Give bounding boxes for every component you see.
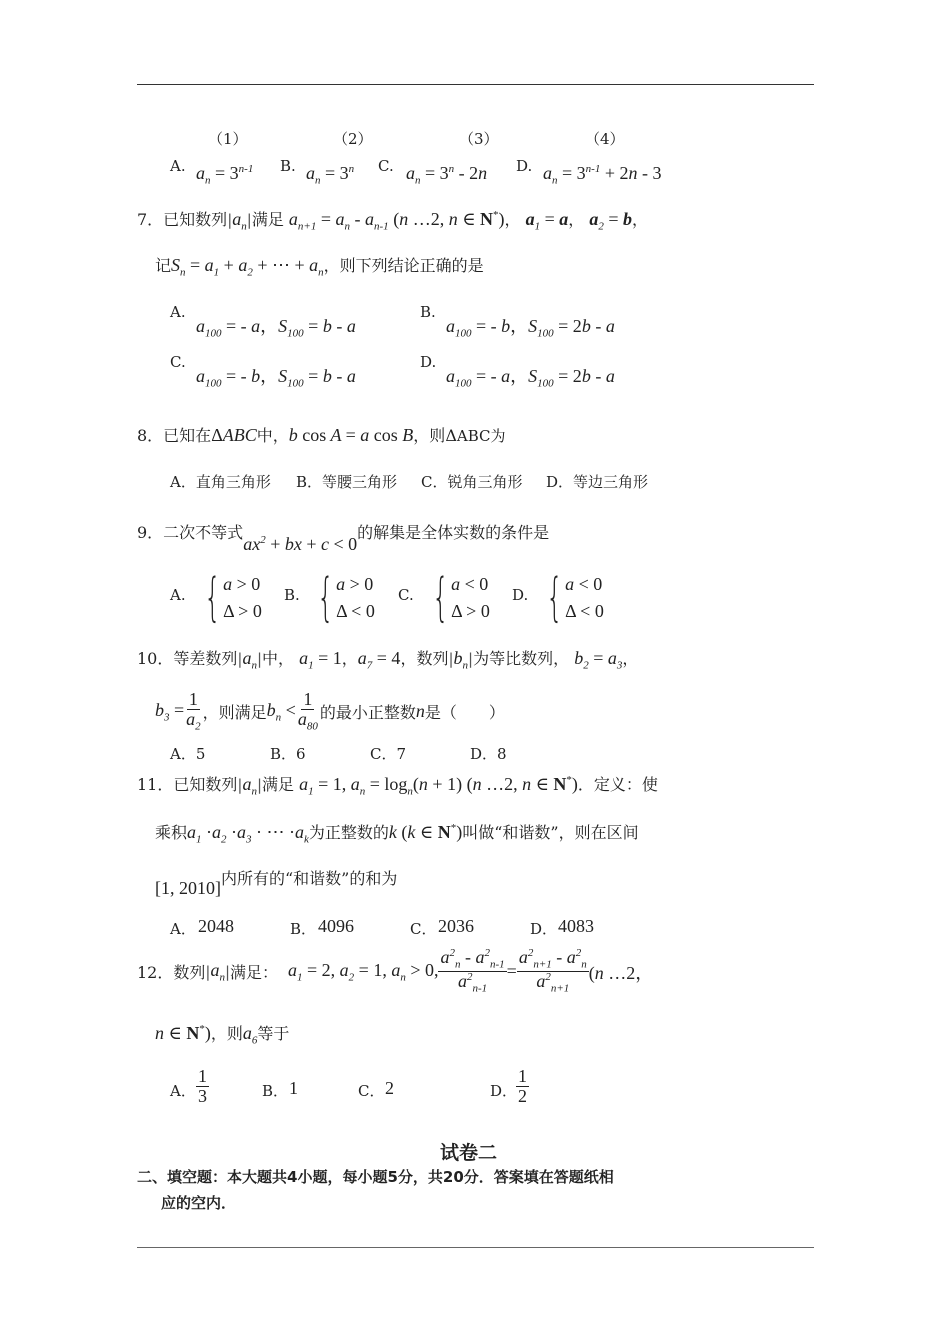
section-title: 试卷二 <box>440 1142 498 1164</box>
q11-option-b-label: B． <box>290 920 317 938</box>
q12-option-a-label: A． <box>170 1082 196 1100</box>
q12-option-b-value: 1 <box>289 1078 298 1098</box>
q11-option-a-label: A． <box>170 920 196 938</box>
header-label-3: （3） <box>459 130 499 148</box>
q12-stem-line1: 12．数列 | $a_n$ | 满足： $a_1 = 2$, $a_2 = 1$, $a_n > 0$, $\frac{a^2_n - a^2_{n-1}}{a^2_{n-1}}$ = $\frac{a^2_{n+1} - a^2_n}{a^2_{n+1}}$ (n …2， <box>137 947 654 995</box>
q11-option-b-value: 4096 <box>318 916 354 936</box>
q10-option-c: C．7 <box>370 745 407 763</box>
header-label-2: （2） <box>333 130 373 148</box>
q6-option-a-formula: $a_n = 3^{n-1}$ <box>196 163 254 187</box>
q7-option-d-formula: $a_{100}$ = - a，$S_{100} = 2b - a$ <box>446 366 615 390</box>
q9-option-c-system: { a < 0 Δ > 0 <box>432 568 490 628</box>
q12-option-b-label: B． <box>262 1082 289 1100</box>
q6-option-c-formula: $a_n = 3^n - 2n$ <box>406 163 488 187</box>
q10-option-a: A．5 <box>170 745 206 763</box>
q7-option-b-label: B. <box>420 303 436 321</box>
q11-option-c-label: C． <box>410 920 437 938</box>
q12-option-a-fraction: $\frac{1}{3}$ <box>198 1066 207 1106</box>
q7-option-c-label: C. <box>170 353 186 371</box>
q10-option-d: D．8 <box>470 745 507 763</box>
q12-option-d-label: D． <box>490 1082 518 1100</box>
q12-option-c-value: 2 <box>385 1078 394 1098</box>
q9-option-a-label: A. <box>170 586 186 604</box>
q9-option-b-label: B. <box>284 586 300 604</box>
q11-stem-line3: [1, 2010]内所有的“和谐数”的和为 <box>155 869 398 898</box>
q9-option-c-label: C. <box>398 586 414 604</box>
q7-option-d-label: D. <box>420 353 437 371</box>
bottom-rule <box>137 1247 814 1248</box>
section-heading-line1: 二、填空题：本大题共4小题，每小题5分，共20分．答案填在答题纸相 <box>137 1168 614 1186</box>
q6-option-a-label: A. <box>170 157 186 175</box>
q10-stem-line1: 10．等差数列$|a_n|$中， $a_1 = 1$，$a_7 = 4$，数列$|b_n|$为等比数列， $b_2 = a_3$， <box>137 648 639 672</box>
q9-option-d-system: { a < 0 Δ < 0 <box>546 568 604 628</box>
q11-stem-line2: 乘积$a_1 \cdot a_2 \cdot a_3$ · ⋯ $\cdot a_k$为正整数的k (k ∈ N*)叫做“和谐数”，则在区间 <box>155 822 639 846</box>
q9-option-a-system: { a > 0 Δ > 0 <box>204 568 262 628</box>
q8-stem: 8．已知在ΔABC中，b cos A = a cos B，则ΔABC为 <box>137 425 506 445</box>
q6-option-d-label: D. <box>516 157 533 175</box>
q7-stem-line1: 7．已知数列$|a_n|$满足 $a_{n+1} = a_n - a_{n-1}$ (n …2, n ∈ N*)， $a_1 = a$， $a_2 = b$， <box>137 209 649 233</box>
q8-option-a: A．直角三角形 <box>170 473 271 491</box>
top-rule <box>137 84 814 85</box>
q8-option-d: D．等边三角形 <box>546 473 649 491</box>
q8-option-c: C．锐角三角形 <box>421 473 523 491</box>
q6-option-b-label: B. <box>280 157 296 175</box>
q8-option-b: B．等腰三角形 <box>296 473 398 491</box>
q11-option-c-value: 2036 <box>438 916 474 936</box>
q10-stem-line2: $b_3$ = $\frac{1}{a_2}$ ，则满足 $b_n$ < $\frac{1}{a_{80}}$ 的最小正整数 n 是（ ） <box>155 689 505 733</box>
q7-option-c-formula: $a_{100}$ = - b，$S_{100} = b - a$ <box>196 366 356 390</box>
q12-option-c-label: C． <box>358 1082 385 1100</box>
q12-option-d-fraction: $\frac{1}{2}$ <box>518 1066 527 1106</box>
q6-option-b-formula: $a_n = 3^n$ <box>306 163 355 187</box>
section-heading-line2: 应的空内． <box>161 1194 237 1212</box>
q11-option-a-value: 2048 <box>198 916 234 936</box>
q7-option-b-formula: $a_{100}$ = - b，$S_{100} = 2b - a$ <box>446 316 615 340</box>
q11-option-d-label: D． <box>530 920 558 938</box>
q6-option-d-formula: $a_n = 3^{n-1} + 2n - 3$ <box>543 163 662 187</box>
header-label-4: （4） <box>585 130 625 148</box>
q6-option-c-label: C. <box>378 157 394 175</box>
q10-option-b: B．6 <box>270 745 306 763</box>
q12-stem-line2: n ∈ N*)，则$a_6$等于 <box>155 1023 290 1047</box>
q7-option-a-label: A. <box>170 303 186 321</box>
q11-stem-line1: 11．已知数列$|a_n|$满足 $a_1 = 1$, $a_n = \log_n(n + 1)$ (n …2, n ∈ N*)．定义：使 <box>137 774 658 798</box>
q9-option-d-label: D. <box>512 586 529 604</box>
header-label-1: （1） <box>208 130 248 148</box>
q7-stem-line2: 记$S_n = a_1 + a_2$ + ⋯ + $a_n$，则下列结论正确的是 <box>155 255 484 279</box>
q7-option-a-formula: $a_{100}$ = - a，$S_{100} = b - a$ <box>196 316 356 340</box>
q9-option-b-system: { a > 0 Δ < 0 <box>317 568 375 628</box>
q9-stem: 9．二次不等式$ax^2$ + bx + c < 0的解集是全体实数的条件是 <box>137 523 550 554</box>
q11-option-d-value: 4083 <box>558 916 594 936</box>
